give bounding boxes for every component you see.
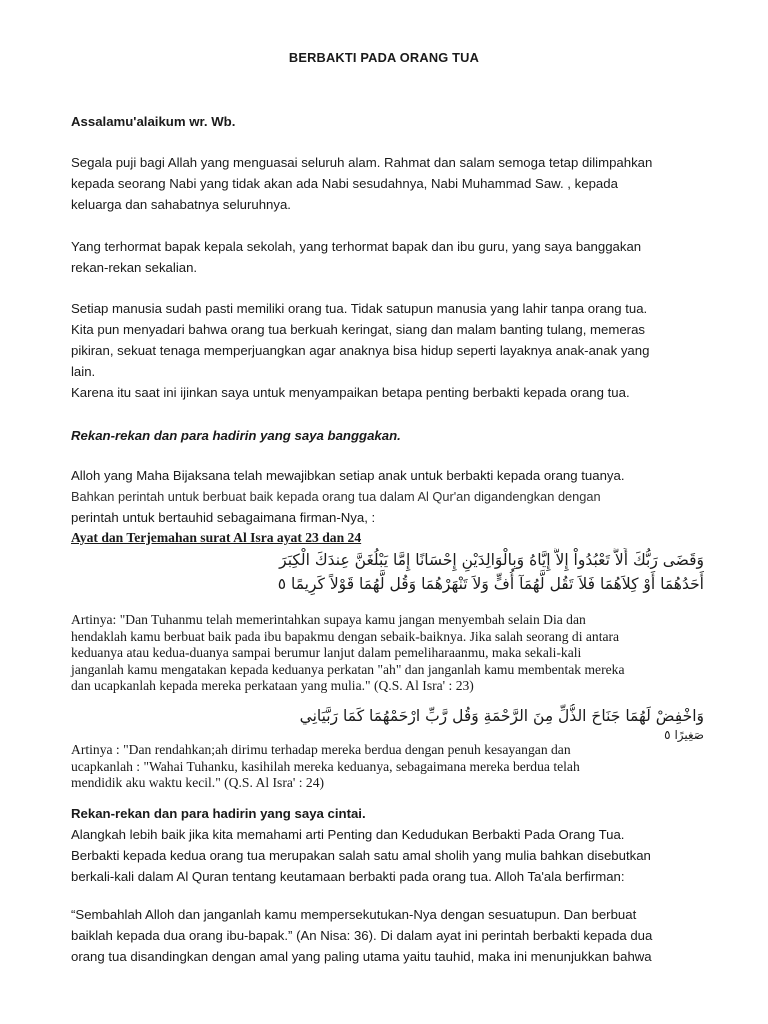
arabic-verse-24 (66, 704, 704, 742)
greeting: Assalamu'alaikum wr. Wb. (71, 114, 236, 129)
paragraph-line: Alangkah lebih baik jika kita memahami arti Penting dan Kedudukan Berbakti Pada Orang Tua. (71, 827, 625, 842)
paragraph-command (71, 465, 701, 528)
paragraph-line: pikiran, sekuat tenaga memperjuangkan agar anaknya bisa hidup seperti layaknya anak-anak yang (71, 343, 650, 358)
document-title: BERBAKTI PADA ORANG TUA (288, 50, 480, 65)
paragraph-an-nisa (71, 904, 701, 967)
paragraph-line: “Sembahlah Alloh dan janganlah kamu mempersekutukan-Nya dengan sesuatupun. Dan berbuat (71, 907, 637, 922)
paragraph-opening (71, 152, 701, 215)
paragraph-line: Berbakti kepada kedua orang tua merupakan salah satu amal sholih yang mulia bahkan disebutkan (71, 848, 651, 863)
arabic-line: وَقَضَى رَبُّكَ أَلاَّ تَعْبُدُواْ إِلاَّ إِيَّاهُ وَبِالْوَالِدَيْنِ إِحْسَانًا إِمَّا يَبْلُغَنَّ عِندَكَ الْكِبَرَ (279, 551, 704, 569)
paragraph-line: Yang terhormat bapak kepala sekolah, yang terhormat bapak dan ibu guru, yang saya banggakan (71, 239, 642, 254)
verse-heading: Ayat dan Terjemahan surat Al Isra ayat 23 dan 24 (71, 530, 362, 545)
paragraph-importance (71, 824, 701, 887)
translation-verse-24 (71, 742, 701, 792)
translation-line: janganlah kamu mengatakan kepada keduanya perkatan "ah" dan janganlah kamu membentak mereka (71, 661, 625, 677)
section-heading-1: Rekan-rekan dan para hadirin yang saya banggakan. (71, 428, 401, 443)
arabic-line: صَغِيرًا ٥ (664, 728, 704, 742)
translation-line: Artinya : "Dan rendahkan;ah dirimu terhadap mereka berdua dengan penuh kesayangan dan (71, 742, 571, 757)
translation-line: mendidik aku waktu kecil." (Q.S. Al Isra' : 24) (71, 775, 325, 791)
arabic-line: أَحَدُهُمَا أَوْ كِلاَهُمَا فَلاَ تَقُل لَّهُمَآ أُفٍّ وَلاَ تَنْهَرْهُمَا وَقُل لَّهُمَا قَوْلاً كَرِيمًا ٥ (277, 575, 704, 593)
section-heading-2: Rekan-rekan dan para hadirin yang saya cintai. (71, 806, 366, 821)
paragraph-line: orang tua disandingkan dengan amal yang paling utama yaitu tauhid, maka ini menunjukkan bahwa (71, 949, 652, 964)
paragraph-intro (71, 298, 701, 403)
paragraph-line: Setiap manusia sudah pasti memiliki orang tua. Tidak satupun manusia yang lahir tanpa orang tua. (71, 301, 648, 316)
paragraph-line: kepada seorang Nabi yang tidak akan ada Nabi sesudahnya, Nabi Muhammad Saw. , kepada (71, 176, 618, 191)
paragraph-line: Alloh yang Maha Bijaksana telah mewajibkan setiap anak untuk berbakti kepada orang tuanya. (71, 468, 625, 483)
translation-line: hendaklah kamu berbuat baik pada ibu bapakmu dengan sebaik-baiknya. Jika salah seorang di antara (71, 628, 620, 644)
paragraph-line: perintah untuk bertauhid sebagaimana firman-Nya, : (71, 510, 376, 525)
paragraph-line: Segala puji bagi Allah yang menguasai seluruh alam. Rahmat dan salam semoga tetap dilimpahkan (71, 155, 653, 170)
arabic-line: وَاخْفِضْ لَهُمَا جَنَاحَ الذُّلِّ مِنَ الرَّحْمَةِ وَقُل رَّبِّ ارْحَمْهُمَا كَمَا رَبَّيَانِي (299, 707, 704, 725)
paragraph-line: keluarga dan sahabatnya seluruhnya. (71, 197, 291, 212)
paragraph-line: rekan-rekan sekalian. (71, 260, 198, 275)
paragraph-line: Kita pun menyadari bahwa orang tua berkuah keringat, siang dan malam banting tulang, memeras (71, 322, 646, 337)
translation-verse-23 (71, 612, 701, 695)
translation-line: keduanya atau kedua-duanya sampai berumur lanjut dalam pemeliharaanmu, maka sekali-kali (71, 645, 582, 661)
paragraph-line: baiklah kepada dua orang ibu-bapak.” (An Nisa: 36). Di dalam ayat ini perintah berbakti kepada dua (71, 928, 653, 943)
translation-line: Artinya: "Dan Tuhanmu telah memerintahkan supaya kamu jangan menyembah selain Dia dan (71, 612, 586, 627)
paragraph-line: lain. (71, 364, 96, 379)
translation-line: ucapkanlah : "Wahai Tuhanku, kasihilah mereka keduanya, sebagaimana mereka berdua telah (71, 758, 580, 774)
translation-line: dan ucapkanlah kepada mereka perkataan yang mulia." (Q.S. Al Isra' : 23) (71, 678, 474, 694)
paragraph-line: berkali-kali dalam Al Quran tentang keutamaan berbakti pada orang tua. Alloh Ta'ala berfirman: (71, 869, 625, 884)
arabic-verse-23 (66, 548, 704, 596)
paragraph-line: Karena itu saat ini ijinkan saya untuk menyampaikan betapa penting berbakti kepada orang tua. (71, 385, 630, 400)
paragraph-salutation (71, 236, 701, 278)
paragraph-line: Bahkan perintah untuk berbuat baik kepada orang tua dalam Al Qur'an digandengkan dengan (71, 489, 601, 504)
